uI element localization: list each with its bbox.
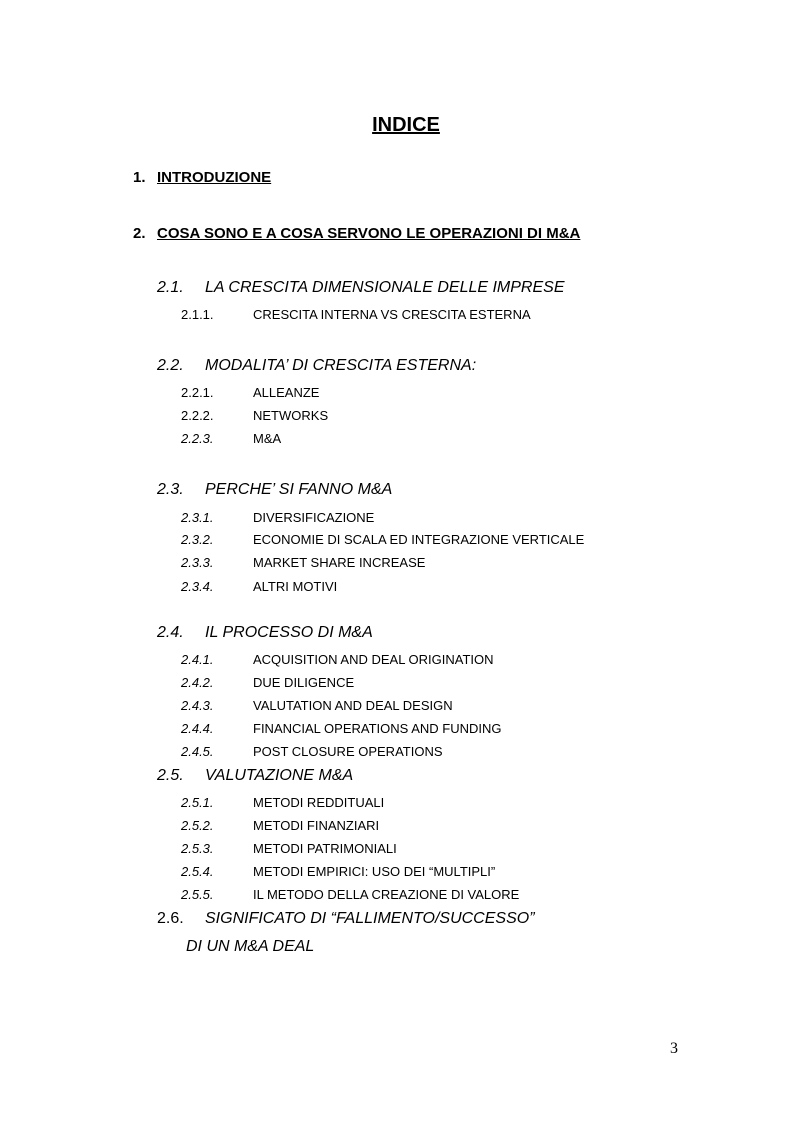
toc-number: 2.5.3. [181, 841, 214, 856]
toc-number: 2.5.5. [181, 887, 214, 902]
toc-number: 2.3. [157, 481, 184, 498]
toc-subsection-title: POST CLOSURE OPERATIONS [253, 744, 443, 759]
toc-number: 2.5.1. [181, 795, 214, 810]
toc-number: 2.3.4. [181, 579, 214, 594]
toc-number: 2.2.2. [181, 408, 214, 423]
page-number: 3 [670, 1040, 678, 1057]
toc-number: 2.5.4. [181, 864, 214, 879]
toc-subsection-title: NETWORKS [253, 408, 329, 423]
toc-number: 2.3.1. [181, 510, 214, 525]
toc-subsection-title: METODI REDDITUALI [253, 795, 385, 810]
toc-number: 2.4.4. [181, 721, 214, 736]
toc-subsection-title: ACQUISITION AND DEAL ORIGINATION [253, 652, 494, 667]
toc-section-title: LA CRESCITA DIMENSIONALE DELLE IMPRESE [205, 279, 565, 296]
toc-subsection-title: FINANCIAL OPERATIONS AND FUNDING [253, 721, 502, 736]
toc-subsection-title: ALTRI MOTIVI [253, 579, 338, 594]
toc-section-continuation: DI UN M&A DEAL [186, 938, 315, 955]
toc-number: 2.3.2. [181, 532, 214, 547]
toc-number: 2. [133, 225, 146, 242]
toc-subsection-title: METODI FINANZIARI [253, 818, 380, 833]
toc-number: 2.4.5. [181, 744, 214, 759]
page-title: INDICE [372, 114, 440, 136]
toc-subsection-title: IL METODO DELLA CREAZIONE DI VALORE [253, 887, 520, 902]
toc-section-title: IL PROCESSO DI M&A [205, 624, 373, 641]
toc-subsection-title: DUE DILIGENCE [253, 675, 355, 690]
toc-number: 2.1.1. [181, 307, 214, 322]
toc-section-title: SIGNIFICATO DI “FALLIMENTO/SUCCESSO” [205, 910, 535, 927]
toc-number: 2.4.3. [181, 698, 214, 713]
toc-section-title: PERCHE’ SI FANNO M&A [205, 481, 393, 498]
toc-number: 2.2. [157, 357, 184, 374]
toc-number: 2.5.2. [181, 818, 214, 833]
toc-subsection-title: ECONOMIE DI SCALA ED INTEGRAZIONE VERTICALE [253, 532, 585, 547]
toc-number: 2.4.2. [181, 675, 214, 690]
toc-number: 2.4. [157, 624, 184, 641]
toc-number: 2.5. [157, 767, 184, 784]
toc-link[interactable]: COSA SONO E A COSA SERVONO LE OPERAZIONI DI M&A [157, 225, 581, 242]
toc-section-title: MODALITA’ DI CRESCITA ESTERNA: [205, 357, 477, 374]
toc-number: 2.2.3. [181, 431, 214, 446]
toc-number: 2.6. [157, 910, 184, 927]
toc-number: 2.4.1. [181, 652, 214, 667]
toc-subsection-title: M&A [253, 431, 282, 446]
toc-subsection-title: ALLEANZE [253, 385, 320, 400]
toc-link[interactable]: INTRODUZIONE [157, 169, 272, 186]
toc-subsection-title: CRESCITA INTERNA VS CRESCITA ESTERNA [253, 307, 531, 322]
toc-number: 1. [133, 169, 146, 186]
toc-number: 2.2.1. [181, 385, 214, 400]
toc-subsection-title: MARKET SHARE INCREASE [253, 555, 426, 570]
toc-section-title: VALUTAZIONE M&A [205, 767, 354, 784]
toc-subsection-title: VALUTATION AND DEAL DESIGN [253, 698, 453, 713]
toc-subsection-title: METODI PATRIMONIALI [253, 841, 397, 856]
toc-number: 2.1. [157, 279, 184, 296]
toc-subsection-title: METODI EMPIRICI: USO DEI “MULTIPLI” [253, 864, 496, 879]
toc-subsection-title: DIVERSIFICAZIONE [253, 510, 375, 525]
toc-number: 2.3.3. [181, 555, 214, 570]
